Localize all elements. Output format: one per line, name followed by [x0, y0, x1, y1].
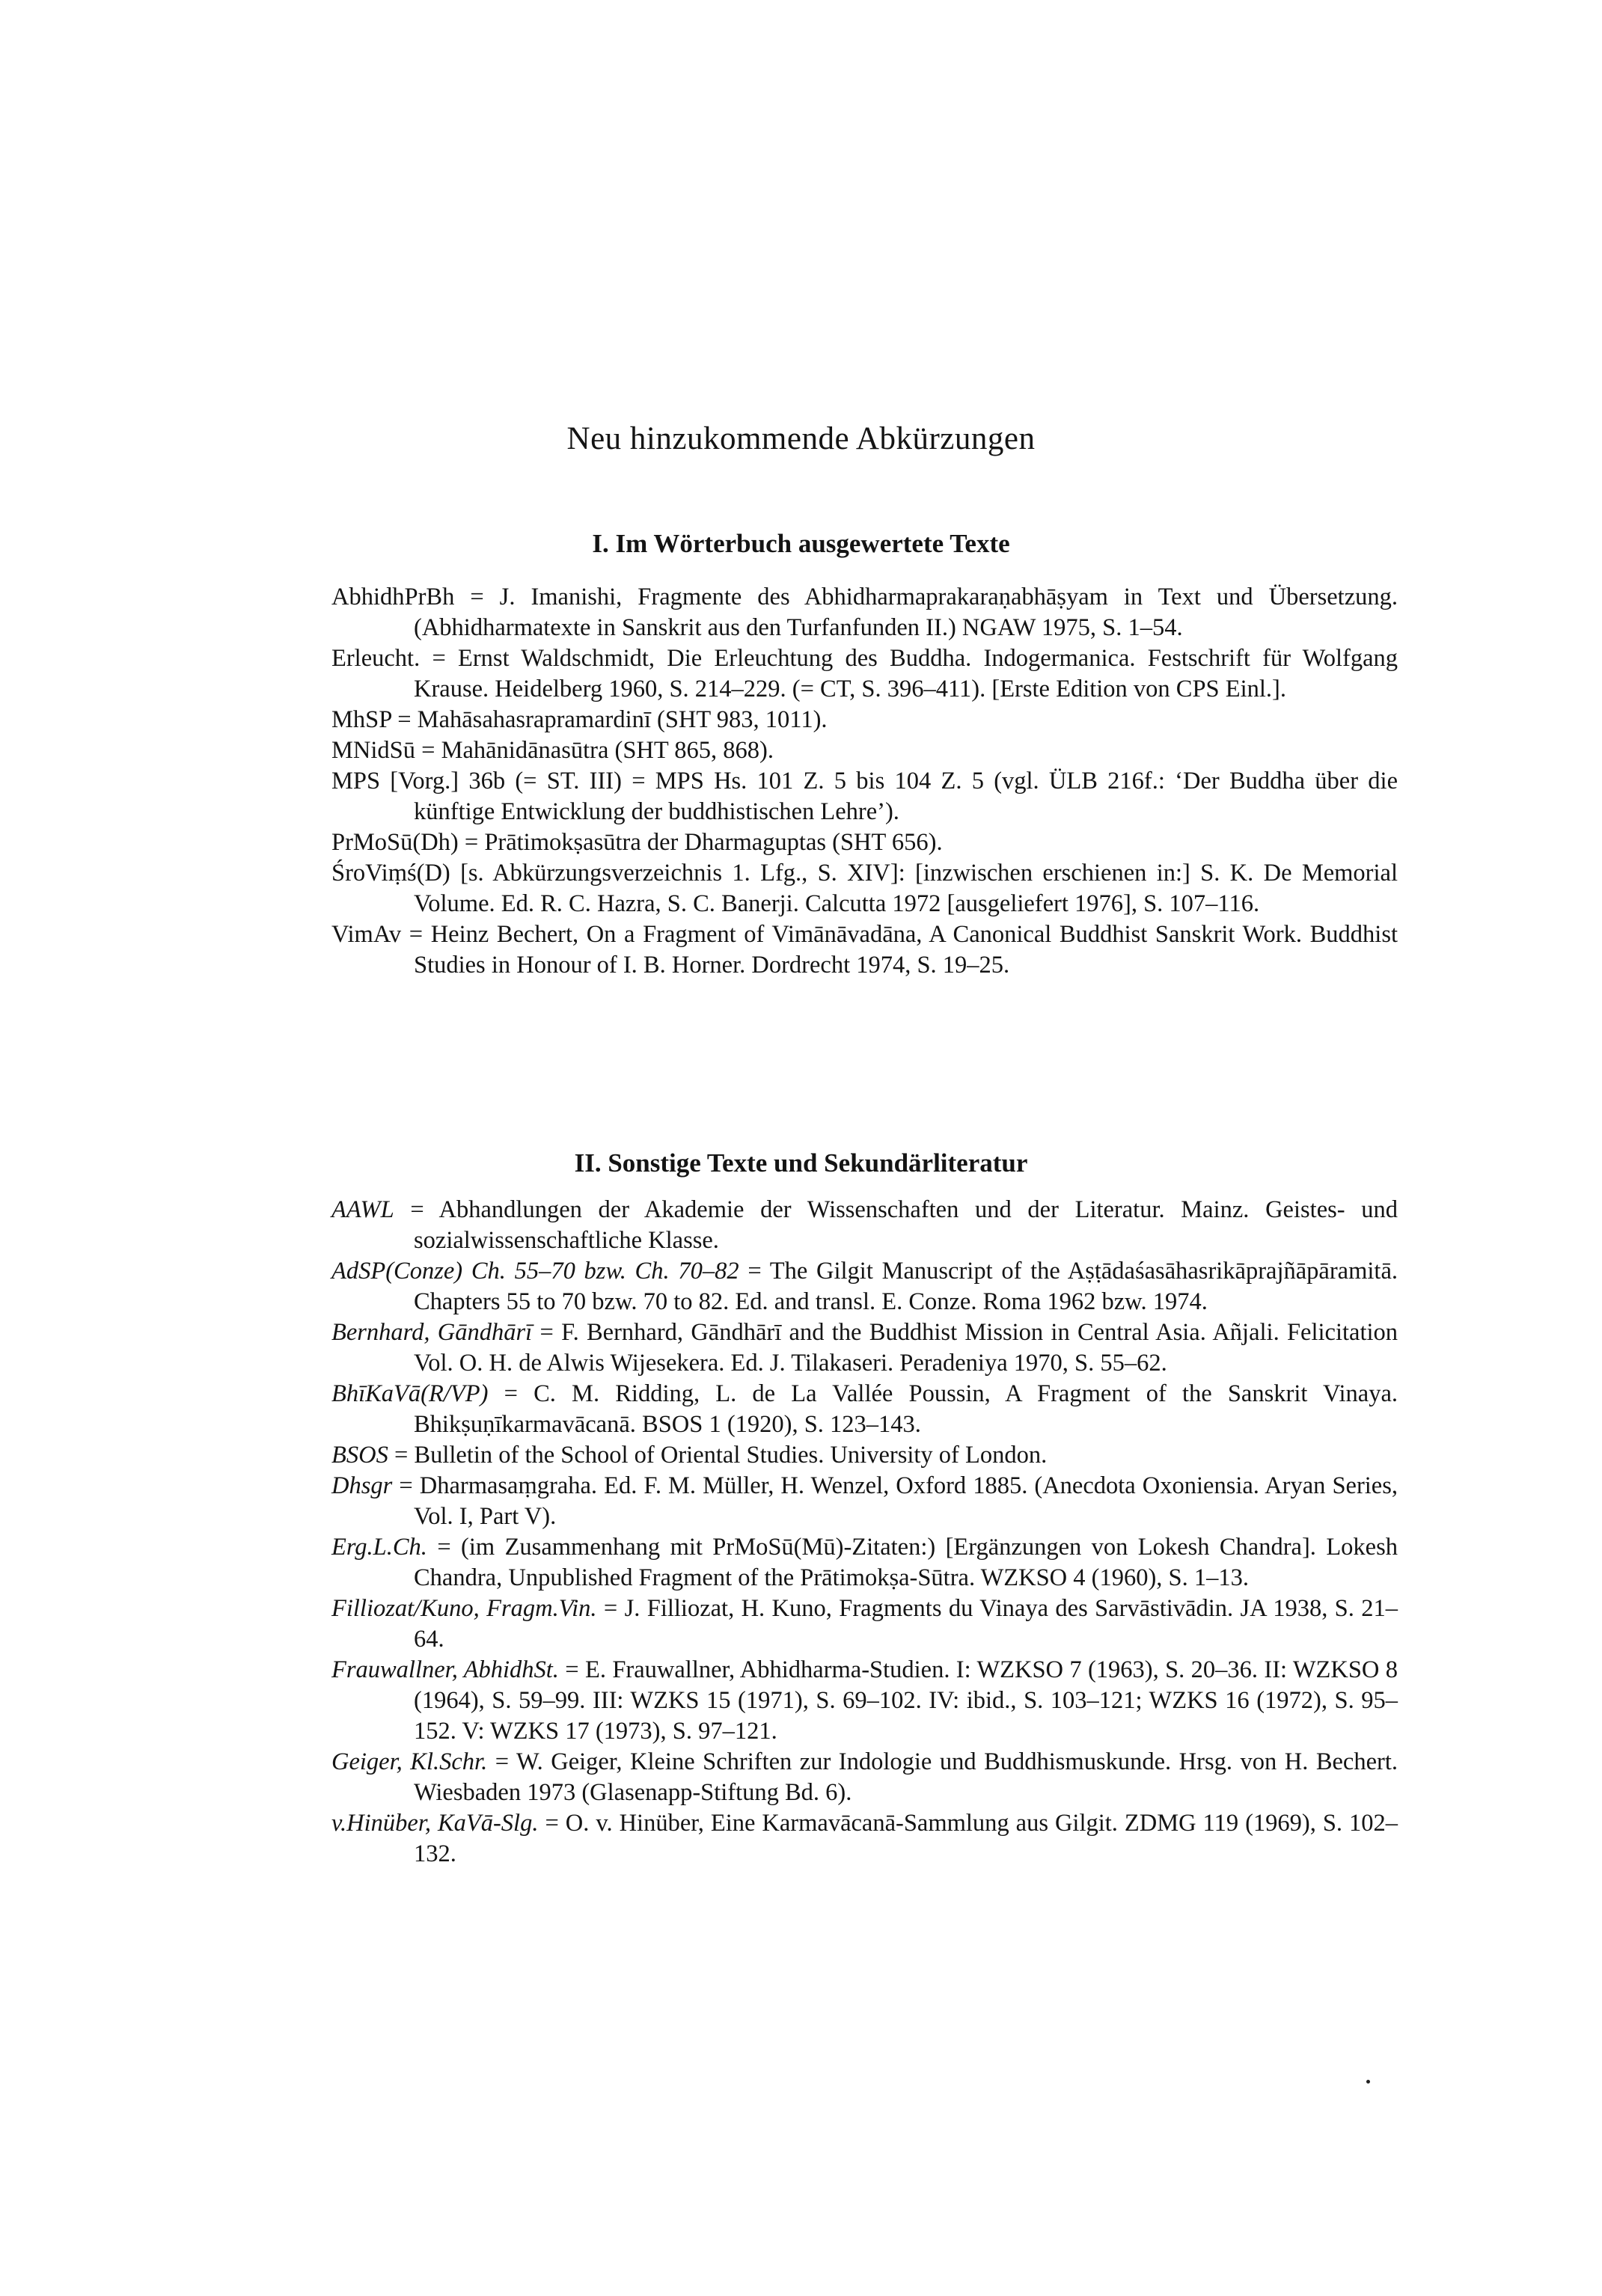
abbreviation-entry — [331, 1317, 1398, 1379]
abbreviation-definition: = Abhandlungen der Akademie der Wissenschaften und der Literatur. Mainz. Geistes- und sozialwissenschaftliche Klasse. — [410, 1196, 1398, 1254]
page-title: Neu hinzukommende Abkürzungen — [566, 421, 1036, 456]
speck-mark — [1366, 2080, 1370, 2084]
abbreviation-entry — [331, 582, 1398, 643]
abbreviation-entry — [331, 766, 1398, 827]
abbreviation-key: AdSP(Conze) Ch. 55–70 bzw. Ch. 70–82 — [331, 1258, 739, 1285]
abbreviation-key: VimAv — [331, 921, 402, 948]
abbreviation-key: Bernhard, Gāndhārī — [331, 1319, 533, 1346]
abbreviation-entry — [331, 705, 1398, 735]
abbreviation-definition: = Heinz Bechert, On a Fragment of Vimānāvadāna, A Canonical Buddhist Sanskrit Work. Buddhist Studies in Honour of I. B. Horner. Dordrecht 1974, S. 19–25. — [409, 921, 1398, 979]
abbreviation-definition: = O. v. Hinüber, Eine Karmavācanā-Sammlung aus Gilgit. ZDMG 119 (1969), S. 102–132. — [414, 1810, 1398, 1867]
section-heading-2: II. Sonstige Texte und Sekundärliteratur — [574, 1148, 1028, 1178]
abbreviation-definition: [s. Abkürzungsverzeichnis 1. Lfg., S. XIV]: [inzwischen erschienen in:] S. K. De Memorial Volume. Ed. R. C. Hazra, S. C. Banerji. Calcutta 1972 [ausgeliefert 1976], S. 107–116. — [414, 860, 1398, 917]
abbreviation-definition: = Dharmasaṃgraha. Ed. F. M. Müller, H. Wenzel, Oxford 1885. (Anecdota Oxoniensia. Aryan Series, Vol. I, Part V). — [399, 1472, 1398, 1530]
abbreviation-entry — [331, 919, 1398, 981]
abbreviation-entry — [331, 735, 1398, 766]
abbreviation-key: MNidSū — [331, 737, 415, 764]
abbreviation-entry — [331, 1471, 1398, 1532]
abbreviation-definition: = F. Bernhard, Gāndhārī and the Buddhist Mission in Central Asia. Añjali. Felicitation Vol. O. H. de Alwis Wijesekera. Ed. J. Tilakaseri. Peradeniya 1970, S. 55–62. — [414, 1319, 1398, 1377]
abbreviation-key: Erg.L.Ch. — [331, 1534, 427, 1561]
abbreviation-entry — [331, 1747, 1398, 1808]
abbreviation-entry — [331, 1440, 1398, 1471]
abbreviation-definition: = Prātimokṣasūtra der Dharmaguptas (SHT 656). — [464, 829, 943, 856]
abbreviation-key: BSOS — [331, 1442, 388, 1469]
abbreviation-definition: = MPS Hs. 101 Z. 5 bis 104 Z. 5 (vgl. ÜLB 216f.: ‘Der Buddha über die künftige Entwicklung der buddhistischen Lehre’). — [414, 768, 1398, 825]
abbreviation-entry — [331, 1379, 1398, 1440]
abbreviation-key: MPS [Vorg.] 36b (= ST. III) — [331, 768, 622, 795]
abbreviation-key: Erleucht. — [331, 645, 421, 672]
abbreviation-definition: = J. Filliozat, H. Kuno, Fragments du Vinaya des Sarvāstivādin. JA 1938, S. 21–64. — [414, 1595, 1398, 1653]
abbreviation-definition: = Bulletin of the School of Oriental Studies. University of London. — [394, 1442, 1048, 1469]
abbreviation-entry — [331, 1195, 1398, 1256]
abbreviation-key: AAWL — [331, 1196, 394, 1223]
abbreviation-key: Geiger, Kl.Schr. — [331, 1748, 488, 1775]
abbreviation-definition: = Mahāsahasrapramardinī (SHT 983, 1011). — [397, 706, 828, 733]
abbreviation-key: MhSP — [331, 706, 392, 733]
abbreviation-key: ŚroViṃś(D) — [331, 860, 450, 887]
abbreviation-entry — [331, 1532, 1398, 1594]
abbreviation-definition: = E. Frauwallner, Abhidharma-Studien. I: WZKSO 7 (1963), S. 20–36. II: WZKSO 8 (1964), S. 59–99. III: WZKS 15 (1971), S. 69–102. IV: ibid., S. 103–121; WZKS 16 (1972), S. 95–152. V: WZKS 17 (1973), S. 97–121. — [414, 1656, 1398, 1745]
abbreviation-definition: = C. M. Ridding, L. de La Vallée Poussin, A Fragment of the Sanskrit Vinaya. Bhikṣuṇīkarmavācanā. BSOS 1 (1920), S. 123–143. — [414, 1380, 1398, 1438]
abbreviation-definition: = Mahānidānasūtra (SHT 865, 868). — [421, 737, 774, 764]
abbreviation-definition: = (im Zusammenhang mit PrMoSū(Mū)-Zitaten:) [Ergänzungen von Lokesh Chandra]. Lokesh Chandra, Unpublished Fragment of the Prātimokṣa-Sūtra. WZKSO 4 (1960), S. 1–13. — [414, 1534, 1398, 1591]
abbreviation-definition: = W. Geiger, Kleine Schriften zur Indologie und Buddhismuskunde. Hrsg. von H. Bechert. Wiesbaden 1973 (Glasenapp-Stiftung Bd. 6). — [414, 1748, 1398, 1806]
abbreviation-definition: = Ernst Waldschmidt, Die Erleuchtung des Buddha. Indogermanica. Festschrift für Wolfgang Krause. Heidelberg 1960, S. 214–229. (= CT, S. 396–411). [Erste Edition von CPS Einl.]. — [414, 645, 1398, 702]
abbreviation-key: Frauwallner, AbhidhSt. — [331, 1656, 559, 1683]
abbreviation-key: Dhsgr — [331, 1472, 393, 1499]
abbreviation-entry — [331, 858, 1398, 919]
section-heading-1: I. Im Wörterbuch ausgewertete Texte — [592, 529, 1010, 558]
abbreviation-list-2 — [331, 1195, 1398, 1870]
abbreviation-list-1 — [331, 582, 1398, 981]
abbreviation-entry — [331, 1594, 1398, 1655]
abbreviation-key: AbhidhPrBh — [331, 584, 455, 610]
abbreviation-definition: = The Gilgit Manuscript of the Aṣṭādaśasāhasrikāprajñāpāramitā. Chapters 55 to 70 bzw. 70 to 82. Ed. and transl. E. Conze. Roma 1962 bzw. 1974. — [414, 1258, 1398, 1315]
abbreviation-key: BhīKaVā(R/VP) — [331, 1380, 489, 1407]
abbreviation-entry — [331, 1808, 1398, 1870]
abbreviation-entry — [331, 1655, 1398, 1747]
abbreviation-entry — [331, 827, 1398, 858]
abbreviation-key: v.Hinüber, KaVā-Slg. — [331, 1810, 539, 1837]
abbreviation-entry — [331, 643, 1398, 705]
abbreviation-key: PrMoSū(Dh) — [331, 829, 459, 856]
abbreviation-key: Filliozat/Kuno, Fragm.Vin. — [331, 1595, 597, 1622]
abbreviation-definition: = J. Imanishi, Fragmente des Abhidharmaprakaraṇabhāṣyam in Text und Übersetzung. (Abhidharmatexte in Sanskrit aus den Turfanfunden II.) NGAW 1975, S. 1–54. — [414, 584, 1398, 641]
abbreviation-entry — [331, 1256, 1398, 1317]
